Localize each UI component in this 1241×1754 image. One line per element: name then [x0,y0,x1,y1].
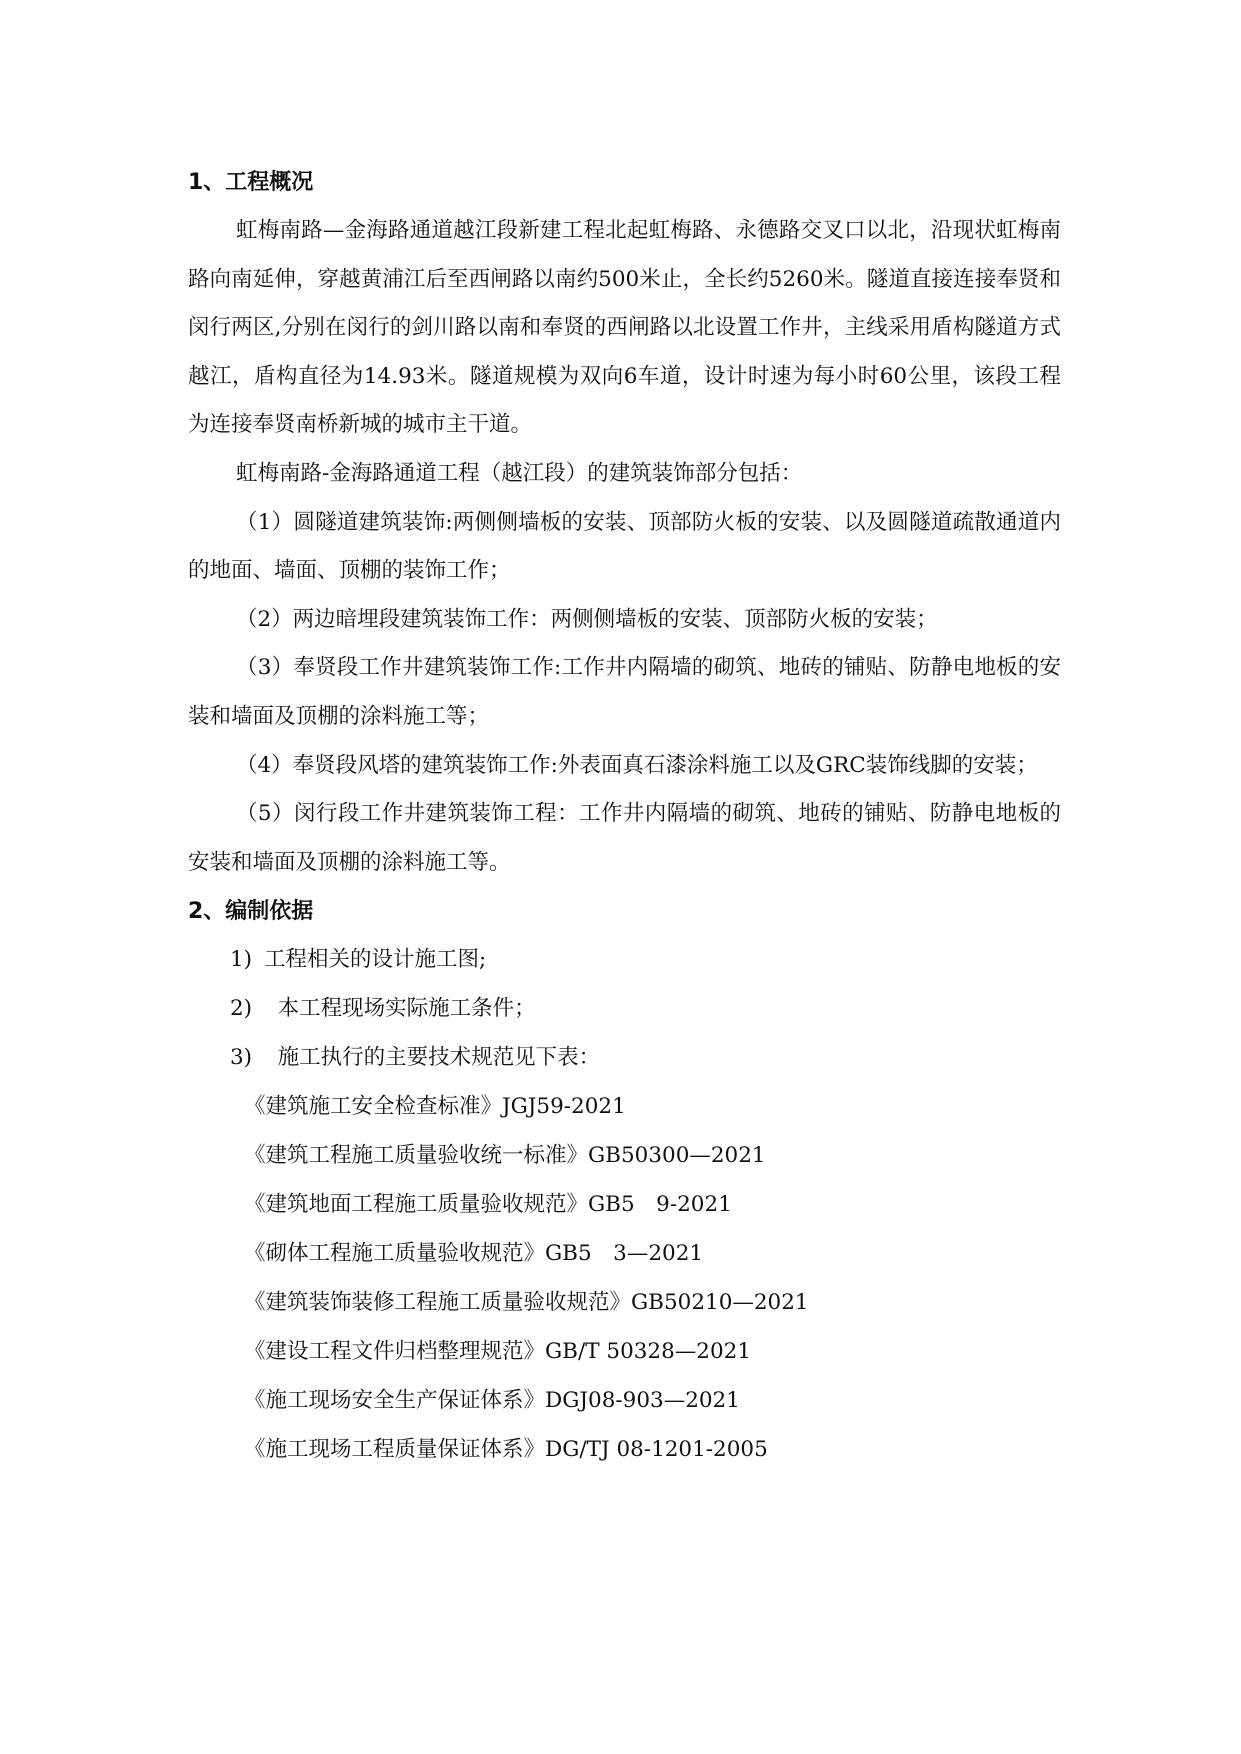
scope-item: （4）奉贤段风塔的建筑装饰工作:外表面真石漆涂料施工以及GRC装饰线脚的安装； [236,752,1038,778]
scope-item: （5）闵行段工作井建筑装饰工程：工作井内隔墙的砌筑、地砖的铺贴、防静电地板的安装和墙面及顶棚的涂料施工等。 [188,801,1061,875]
section-1-heading: 1、工程概况 [188,170,314,195]
basis-item [230,936,1061,985]
decoration-scope-intro: 虹梅南路-金海路通道工程（越江段）的建筑装饰部分包括： [236,460,803,486]
basis-item [230,985,1061,1034]
project-overview-paragraph: 虹梅南路—金海路通道越江段新建工程北起虹梅路、永德路交叉口以北，沿现状虹梅南路向南延伸，穿越黄浦江后至西闸路以南约500米止，全长约5260米。隧道直接连接奉贤和闵行两区,分别在闵行的剑川路以南和奉贤的西闸路以北设置工作井，主线采用盾构隧道方式越江，盾构直径为14.93米。隧道规模为双向6车道，设计时速为每小时60公里，该段工程为连接奉贤南桥新城的城市主干道。 [188,218,1061,438]
basis-item-number: 2) [230,995,253,1021]
basis-item-text: 施工执行的主要技术规范见下表： [277,1044,601,1070]
section-2-heading: 2、编制依据 [188,899,314,925]
basis-item-text: 工程相关的设计施工图; [264,947,487,973]
standard-item: 《施工现场工程质量保证体系》DG/TJ 08-1201-2005 [244,1437,768,1463]
basis-item [230,1034,1061,1083]
standard-item: 《建筑施工安全检查标准》JGJ59-2021 [244,1094,626,1120]
scope-item: （2）两边暗埋段建筑装饰工作：两侧侧墙板的安装、顶部防火板的安装； [236,606,938,632]
scope-item: （3）奉贤段工作井建筑装饰工作:工作井内隔墙的砌筑、地砖的铺贴、防静电地板的安装和墙面及顶棚的涂料施工等； [188,655,1061,729]
standard-item: 《建筑地面工程施工质量验收规范》GB5 9-2021 [244,1192,732,1218]
standard-item: 《建筑工程施工质量验收统一标准》GB50300—2021 [244,1143,766,1169]
standard-item: 《建筑装饰装修工程施工质量验收规范》GB50210—2021 [244,1290,809,1316]
basis-item-number: 3) [230,1044,253,1070]
standard-item: 《砌体工程施工质量验收规范》GB5 3—2021 [244,1241,704,1267]
standard-item: 《建设工程文件归档整理规范》GB/T 50328—2021 [244,1339,752,1365]
basis-item-number: 1) [230,947,253,973]
scope-item: （1）圆隧道建筑装饰:两侧侧墙板的安装、顶部防火板的安装、以及圆隧道疏散通道内的地面、墙面、顶棚的装饰工作； [188,509,1061,584]
standard-item: 《施工现场安全生产保证体系》DGJ08-903—2021 [244,1388,740,1414]
basis-item-text: 本工程现场实际施工条件； [277,995,536,1021]
